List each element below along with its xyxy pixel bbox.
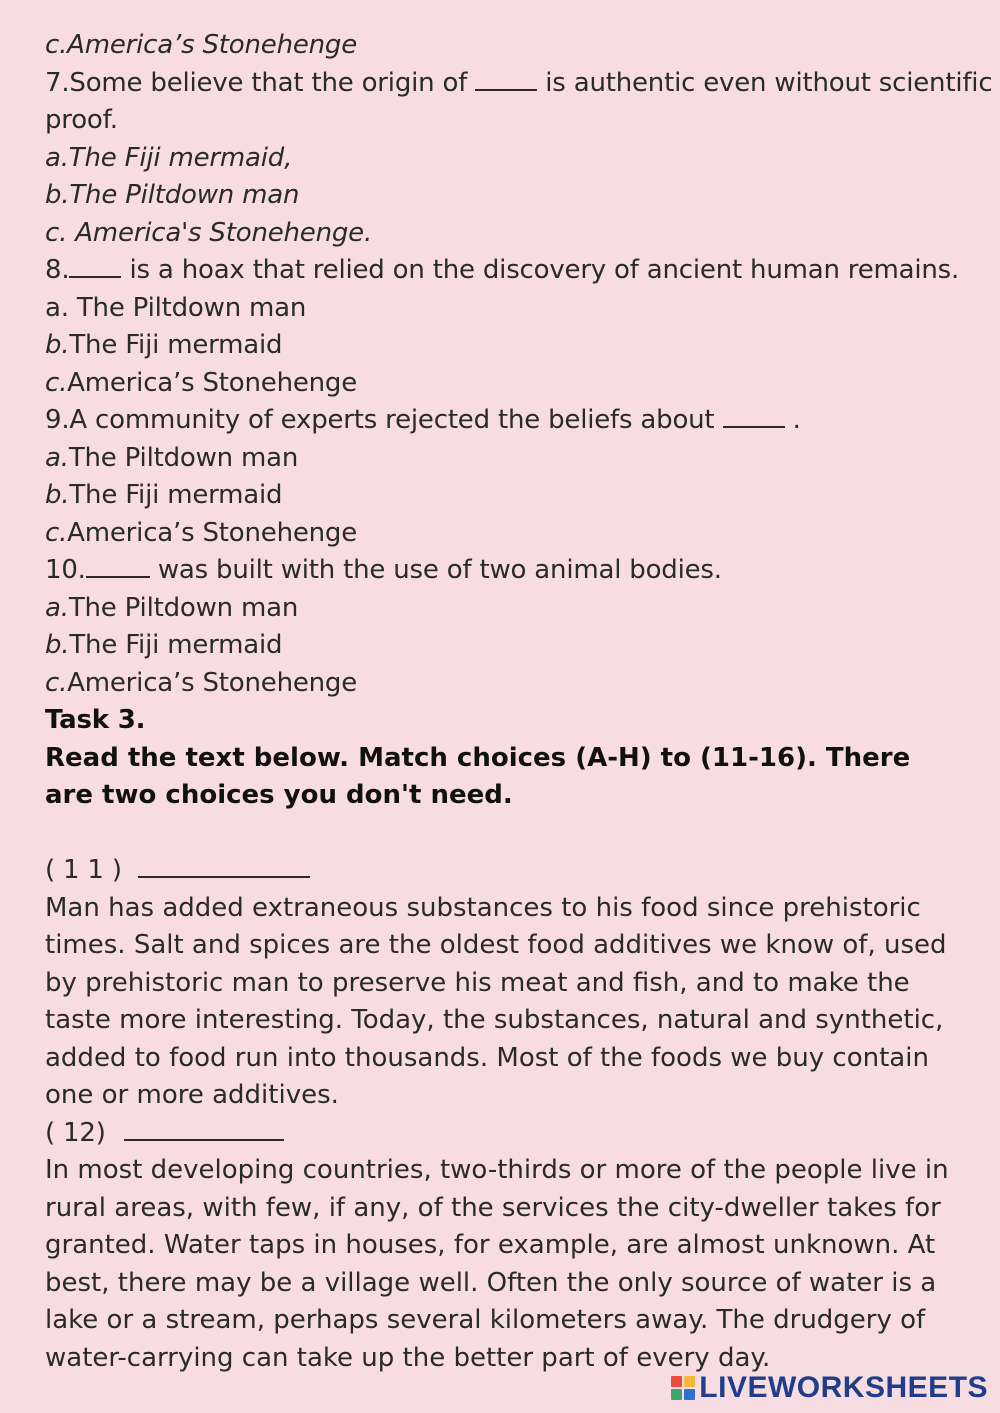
q8-option-a[interactable]: a. The Piltdown man [45, 292, 307, 323]
q8-answer-blank[interactable] [69, 256, 121, 278]
q8-option-b[interactable]: b.The Fiji mermaid [45, 330, 283, 360]
q7-option-a[interactable]: a.The Fiji mermaid, [45, 142, 293, 173]
item12-header [45, 1115, 965, 1153]
logo-square-1 [671, 1376, 682, 1387]
item11-header [45, 852, 965, 890]
q10-option-a[interactable]: a.The Piltdown man [45, 592, 299, 623]
item11-text: Man has added extraneous substances to his food since prehistoric times. Salt and spices are the oldest food additives we know of, used by prehistoric man to preserve his meat and fish, and to make the taste more interesting. Today, the substances, natural and synthetic, added to food run into thousands. Most of the foods we buy contain one or more additives. [45, 892, 947, 1110]
q7-option-b[interactable]: b.The Piltdown man [45, 180, 300, 210]
task3-title: Task 3. [45, 705, 146, 735]
q7-stem: 7.Some believe that the origin of is authentic even without scientific [45, 67, 993, 98]
item12-label: ( 12) [45, 1117, 106, 1148]
q10-answer-blank[interactable] [86, 556, 150, 578]
liveworksheets-logo-icon [671, 1376, 695, 1400]
q9-answer-blank[interactable] [723, 406, 785, 428]
logo-square-3 [671, 1389, 682, 1400]
logo-square-2 [684, 1376, 695, 1387]
q10-option-c[interactable]: c.America’s Stonehenge [45, 667, 358, 698]
q8-stem: 8. is a hoax that relied on the discovery of ancient human remains. [45, 255, 960, 285]
worksheet-page [45, 27, 993, 1377]
q9-stem: 9.A community of experts rejected the beliefs about . [45, 405, 801, 435]
spacer [45, 815, 965, 853]
q10-stem: 10. was built with the use of two animal bodies. [45, 555, 722, 585]
q9-option-c[interactable]: c.America’s Stonehenge [45, 517, 358, 548]
q8-option-c[interactable]: c.America’s Stonehenge [45, 367, 358, 398]
task3-instruction: Read the text below. Match choices (A-H) to (11-16). There are two choices you don't need. [45, 742, 911, 810]
q10-option-b[interactable]: b.The Fiji mermaid [45, 630, 283, 660]
q7-answer-blank[interactable] [475, 69, 537, 91]
q7-stem-cont: proof. [45, 105, 118, 135]
q9-option-b[interactable]: b.The Fiji mermaid [45, 480, 283, 510]
item12-text: In most developing countries, two-thirds or more of the people live in rural areas, with few, if any, of the services the city-dweller takes for granted. Water taps in houses, for example, are almost unknown. At best, there may be a village well. Often the only source of water is a lake or a stream, perhaps several kilometers away. The drudgery of water-carrying can take up the better part of every day. [45, 1155, 949, 1373]
liveworksheets-brand: LIVEWORKSHEETS [699, 1371, 988, 1404]
logo-square-4 [684, 1389, 695, 1400]
q9-option-a[interactable]: a.The Piltdown man [45, 442, 299, 473]
liveworksheets-logo[interactable] [671, 1371, 988, 1405]
item12-answer-blank[interactable] [124, 1119, 284, 1141]
item11-answer-blank[interactable] [138, 856, 310, 878]
item11-label: ( 1 1 ) [45, 855, 122, 885]
q7-option-c[interactable]: c. America's Stonehenge. [45, 217, 373, 248]
q6-option-c: c.America’s Stonehenge [45, 30, 358, 60]
